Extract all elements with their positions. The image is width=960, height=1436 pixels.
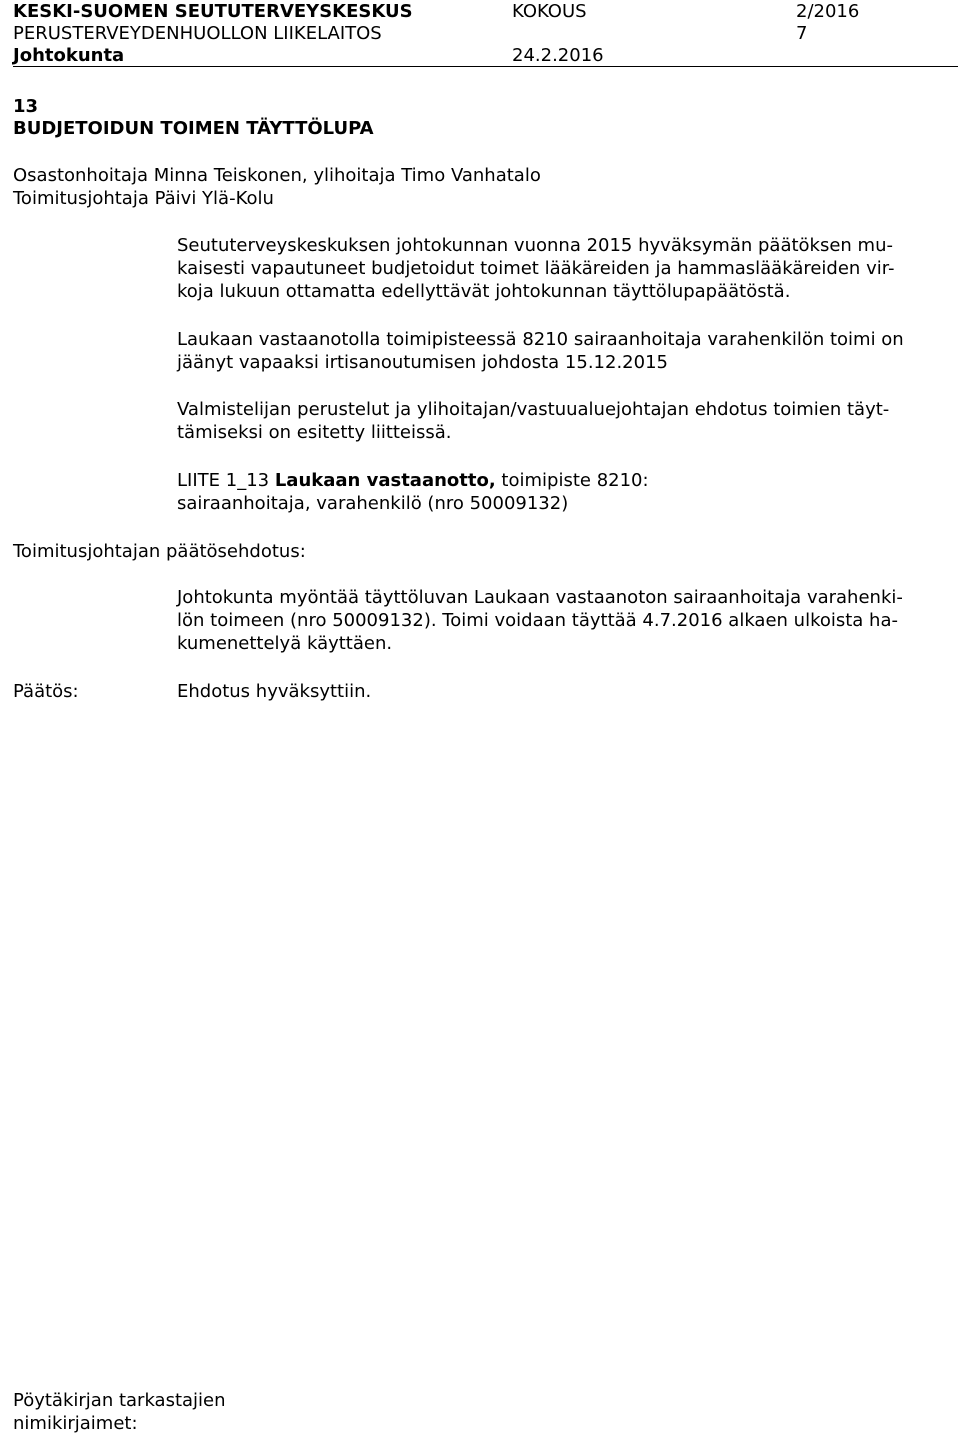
page-number: 7 (796, 23, 808, 44)
paragraph-line: kaisesti vapautuneet budjetoidut toimet lääkäreiden ja hammaslääkäreiden vir- (177, 258, 895, 279)
proposal-line: kumenettelyä käyttäen. (177, 633, 393, 654)
attachment-line-1 (177, 469, 955, 492)
organization-name: KESKI-SUOMEN SEUTUTERVEYSKESKUS (13, 1, 413, 22)
paragraph-line: koja lukuun ottamatta edellyttävät johtokunnan täyttölupapäätöstä. (177, 281, 791, 302)
header-row-3 (13, 44, 960, 67)
attachment-line-2: sairaanhoitaja, varahenkilö (nro 50009132) (177, 493, 569, 514)
proposal-label: Toimitusjohtajan päätösehdotus: (13, 541, 306, 562)
footer-reviewers-line-1: Pöytäkirjan tarkastajien (13, 1390, 226, 1411)
attachment-reference (177, 469, 955, 515)
attachment-prefix: LIITE 1_13 (177, 470, 275, 491)
meeting-number: 2/2016 (796, 1, 860, 22)
paragraph-budget-rule (177, 234, 955, 303)
department-name: PERUSTERVEYDENHUOLLON LIIKELAITOS (13, 23, 382, 44)
header-divider (13, 66, 958, 67)
preparers-line-2: Toimitusjohtaja Päivi Ylä-Kolu (13, 188, 274, 209)
attachment-name: Laukaan vastaanotto, (274, 470, 496, 491)
header-row-1 (13, 0, 960, 23)
decision-text: Ehdotus hyväksyttiin. (177, 681, 372, 702)
paragraph-line: Seututerveyskeskuksen johtokunnan vuonna 2015 hyväksymän päätöksen mu- (177, 235, 893, 256)
header-row-2 (13, 22, 960, 45)
paragraph-vacancy (177, 328, 955, 374)
paragraph-line: jäänyt vapaaksi irtisanoutumisen johdosta 15.12.2015 (177, 352, 668, 373)
item-number: 13 (13, 96, 39, 117)
decision-label: Päätös: (13, 681, 79, 702)
paragraph-line: Laukaan vastaanotolla toimipisteessä 8210 sairaanhoitaja varahenkilön toimi on (177, 329, 904, 350)
proposal-text (177, 586, 955, 655)
preparers-line-1: Osastonhoitaja Minna Teiskonen, ylihoitaja Timo Vanhatalo (13, 165, 541, 186)
proposal-line: lön toimeen (nro 50009132). Toimi voidaan täyttää 4.7.2016 alkaen ulkoista ha- (177, 610, 898, 631)
paragraph-justification (177, 398, 955, 444)
item-title: BUDJETOIDUN TOIMEN TÄYTTÖLUPA (13, 118, 374, 139)
meeting-date: 24.2.2016 (512, 45, 604, 66)
meeting-label: KOKOUS (512, 1, 587, 22)
paragraph-line: Valmistelijan perustelut ja ylihoitajan/vastuualuejohtajan ehdotus toimien täyt- (177, 399, 890, 420)
paragraph-line: tämiseksi on esitetty liitteissä. (177, 422, 452, 443)
body-name: Johtokunta (13, 45, 125, 66)
proposal-line: Johtokunta myöntää täyttöluvan Laukaan vastaanoton sairaanhoitaja varahenki- (177, 587, 903, 608)
footer-reviewers-line-2: nimikirjaimet: (13, 1413, 138, 1434)
attachment-suffix: toimipiste 8210: (495, 470, 649, 491)
